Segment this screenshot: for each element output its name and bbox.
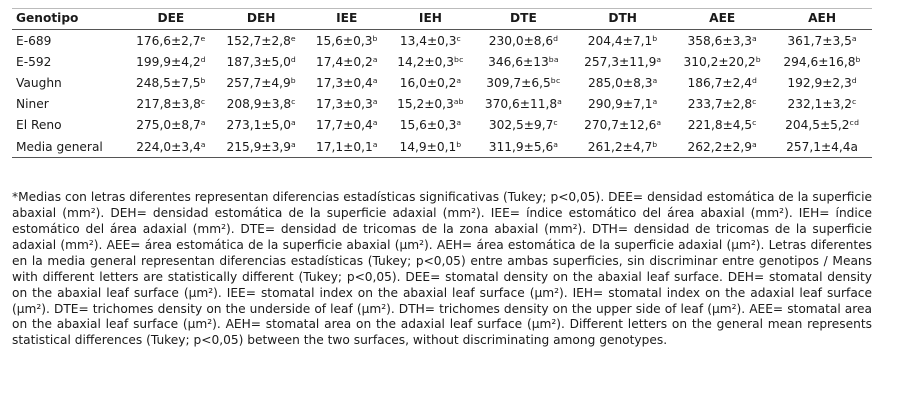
table-cell: 17,7±0,4ᵃ <box>315 118 378 133</box>
column-header-ieh: IEH <box>387 9 474 30</box>
table-row <box>12 72 872 93</box>
table-cell: 257,7±4,9ᵇ <box>226 75 297 90</box>
table-cell: 152,7±2,8ᵉ <box>226 33 296 48</box>
table-cell: 273,1±5,0ᵃ <box>226 118 296 133</box>
table-cell: 285,0±8,3ᵃ <box>588 75 658 90</box>
table-cell: 221,8±4,5ᶜ <box>687 118 757 133</box>
table-cell: 199,9±4,2ᵈ <box>136 54 206 69</box>
table-cell: 15,6±0,3ᵃ <box>399 118 462 133</box>
table-cell: 275,0±8,7ᵃ <box>136 118 206 133</box>
table-body <box>12 30 872 158</box>
table-cell: 186,7±2,4ᵈ <box>687 75 757 90</box>
genotype-cell: Media general <box>12 136 126 158</box>
table-row <box>12 115 872 136</box>
table-cell: 358,6±3,3ᵃ <box>687 33 757 48</box>
table-cell: 17,3±0,4ᵃ <box>315 75 378 90</box>
table-cell: 204,5±5,2ᶜᵈ <box>785 118 860 133</box>
table-row <box>12 30 872 52</box>
table-cell: 16,0±0,2ᵃ <box>399 75 462 90</box>
table-cell: 346,6±13ᵇᵃ <box>488 54 559 69</box>
column-header-dte: DTE <box>474 9 573 30</box>
table-cell: 17,4±0,2ᵃ <box>315 54 378 69</box>
column-header-deh: DEH <box>216 9 306 30</box>
table-cell: 262,2±2,9ᵃ <box>672 136 772 158</box>
genotype-stomata-table <box>12 8 872 158</box>
table-cell: 17,3±0,3ᵃ <box>315 97 378 112</box>
table-cell: 290,9±7,1ᵃ <box>588 97 658 112</box>
table-cell: 230,0±8,6ᵈ <box>488 33 559 48</box>
data-table-container <box>12 8 872 158</box>
table-cell: 361,7±3,5ᵃ <box>787 33 857 48</box>
table-cell: 309,7±6,5ᵇᶜ <box>486 75 561 90</box>
table-cell: 270,7±12,6ᵃ <box>584 118 662 133</box>
table-cell: 261,2±4,7ᵇ <box>573 136 672 158</box>
genotype-cell: E-592 <box>16 54 52 69</box>
table-cell: 215,9±3,9ᵃ <box>216 136 306 158</box>
table-cell: 176,6±2,7ᵉ <box>136 33 206 48</box>
table-cell: 302,5±9,7ᶜ <box>488 118 558 133</box>
table-cell: 187,3±5,0ᵈ <box>226 54 296 69</box>
table-row-general-mean <box>12 136 872 158</box>
table-footnote: *Medias con letras diferentes representan diferencias estadísticas significativas (Tukey; p<0,05). DEE= densidad estomática de la superficie abaxial (mm²). DEH= densidad estomática de la superficie adaxial (mm²). IEE= índice estomático del área abaxial (mm²). IEH= índice estomático del área adaxial (mm²). DTE= densidad de tricomas de la zona abaxial (mm²). DTH= densidad de tricomas de la superficie adaxial (mm²). AEE= área estomática de la superficie abaxial (µm²). AEH= área estomática de la superficie adaxial (µm²). Letras diferentes en la media general representan diferencias estadísticas (Tukey; p<0,05) entre ambas superficies, sin discriminar entre genotipos / Means with different letters are statistically different (Tukey; p<0,05). DEE= stomatal density on the abaxial leaf surface. DEH= stomatal density on the abaxial leaf surface (µm²). IEE= stomatal index on the abaxial leaf surface (µm²). IEH= stomatal index on the adaxial leaf surface (µm²). DTE= trichomes density on the underside of leaf (µm²). DTH= trichomes density on the upper side of leaf (µm²). AEE= stomatal area on the abaxial leaf surface (µm²). AEH= stomatal area on the adaxial leaf surface (µm²). Different letters on the general mean represents statistical differences (Tukey; p<0,05) between the two surfaces, without discriminating among genotypes. <box>12 190 872 348</box>
table-cell: 17,1±0,1ᵃ <box>306 136 387 158</box>
table-cell: 294,6±16,8ᵇ <box>783 54 861 69</box>
column-header-iee: IEE <box>306 9 387 30</box>
table-cell: 257,1±4,4a <box>772 136 872 158</box>
table-cell: 224,0±3,4ᵃ <box>126 136 216 158</box>
table-cell: 13,4±0,3ᶜ <box>399 33 462 48</box>
genotype-cell: El Reno <box>16 118 62 133</box>
table-cell: 257,3±11,9ᵃ <box>584 54 662 69</box>
table-cell: 217,8±3,8ᶜ <box>136 97 206 112</box>
table-row <box>12 94 872 115</box>
column-header-genotipo: Genotipo <box>12 9 126 30</box>
table-row <box>12 51 872 72</box>
table-cell: 14,2±0,3ᵇᶜ <box>397 54 464 69</box>
table-cell: 310,2±20,2ᵇ <box>683 54 761 69</box>
table-cell: 192,9±2,3ᵈ <box>787 75 857 90</box>
table-header <box>12 9 872 30</box>
table-cell: 370,6±11,8ᵃ <box>484 97 562 112</box>
table-cell: 208,9±3,8ᶜ <box>226 97 296 112</box>
column-header-dee: DEE <box>126 9 216 30</box>
table-cell: 14,9±0,1ᵇ <box>387 136 474 158</box>
table-cell: 311,9±5,6ᵃ <box>474 136 573 158</box>
column-header-aee: AEE <box>672 9 772 30</box>
table-cell: 233,7±2,8ᶜ <box>687 97 757 112</box>
header-row <box>12 9 872 30</box>
table-cell: 204,4±7,1ᵇ <box>587 33 658 48</box>
genotype-cell: E-689 <box>16 33 52 48</box>
table-cell: 15,2±0,3ᵃᵇ <box>397 97 464 112</box>
column-header-dth: DTH <box>573 9 672 30</box>
table-cell: 232,1±3,2ᶜ <box>787 97 857 112</box>
genotype-cell: Niner <box>16 97 49 112</box>
column-header-aeh: AEH <box>772 9 872 30</box>
genotype-cell: Vaughn <box>16 75 62 90</box>
table-cell: 248,5±7,5ᵇ <box>136 75 206 90</box>
table-cell: 15,6±0,3ᵇ <box>315 33 378 48</box>
